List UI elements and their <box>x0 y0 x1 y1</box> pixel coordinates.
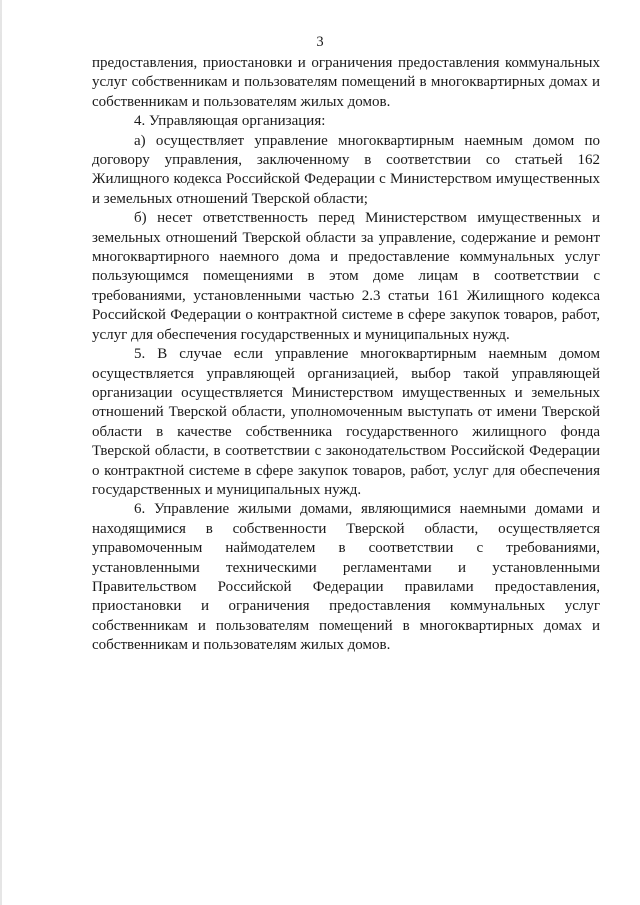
paragraph-item-4b: б) несет ответственность перед Министерством имущественных и земельных отношений Тверской области за управление, содержание и ремонт многоквартирного наемного дома и предоставление коммунальных услуг пользующимся помещениями в этом доме лицам в соответствии с требованиями, установленными частью 2.3 статьи 161 Жилищного кодекса Российской Федерации о контрактной системе в сфере закупок товаров, работ, услуг для обеспечения государственных и муниципальных нужд. <box>92 210 600 343</box>
document-body <box>92 54 600 656</box>
page-number: 3 <box>316 34 324 50</box>
paragraph-item-4-heading: 4. Управляющая организация: <box>134 113 326 130</box>
paragraph-item-6: 6. Управление жилыми домами, являющимися наемными домами и находящимися в собственности Тверской области, осуществляется управомоченным наймодателем в соответствии с требованиями, установленными техническими регламентами и установленными Правительством Российской Федерации правилами предоставления, приостановки и ограничения предоставления коммунальных услуг собственникам и пользователям помещений в многоквартирных домах и собственникам и пользователям жилых домов. <box>92 501 600 654</box>
paragraph-continuation: предоставления, приостановки и ограничения предоставления коммунальных услуг собственникам и пользователям помещений в многоквартирных домах и собственникам и пользователям жилых домов. <box>92 55 600 110</box>
scan-edge <box>0 0 2 905</box>
paragraph-item-4a: а) осуществляет управление многоквартирным наемным домом по договору управления, заключенному в соответствии со статьей 162 Жилищного кодекса Российской Федерации с Министерством имущественных и земельных отношений Тверской области; <box>92 132 600 207</box>
paragraph-item-5: 5. В случае если управление многоквартирным наемным домом осуществляется управляющей организацией, выбор такой управляющей организации осуществляется Министерством имущественных и земельных отношений Тверской области, уполномоченным выступать от имени Тверской области в качестве собственника государственного жилищного фонда Тверской области, в соответствии с законодательством Российской Федерации о контрактной системе в сфере закупок товаров, работ, услуг для обеспечения государственных и муниципальных нужд. <box>92 346 600 498</box>
